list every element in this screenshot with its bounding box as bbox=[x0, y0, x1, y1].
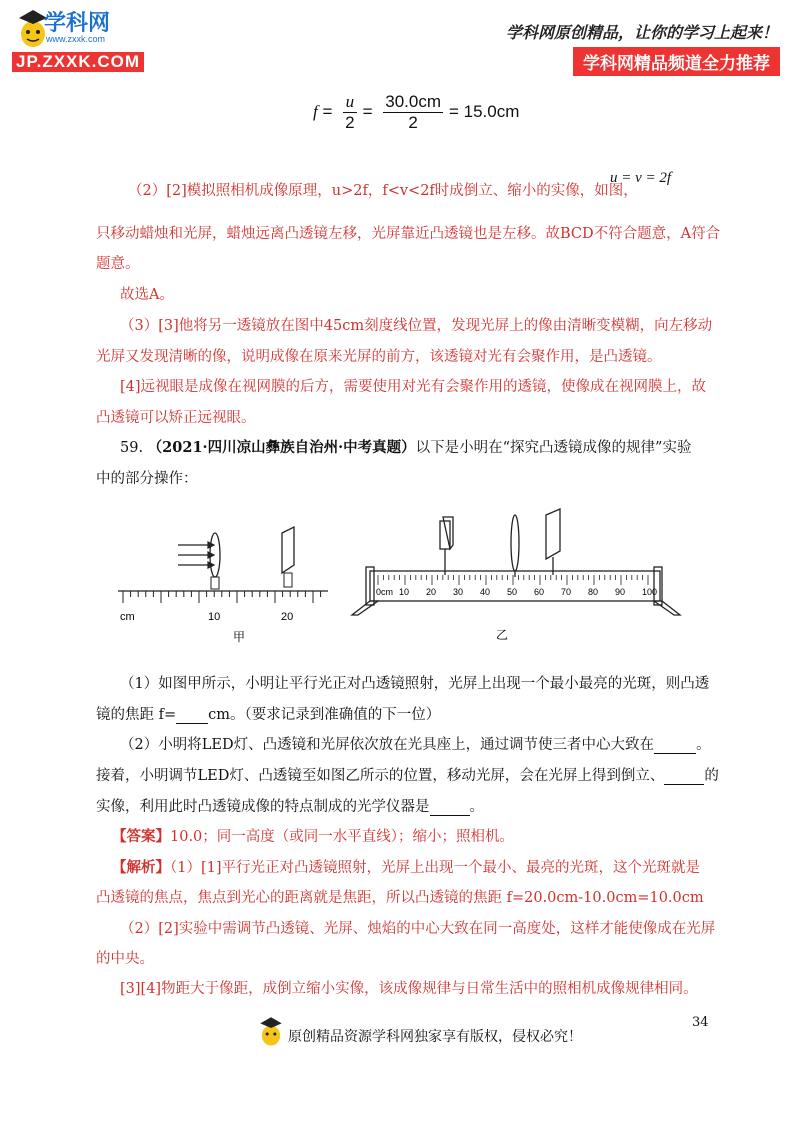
q1-text-a: 镜的焦距 f= bbox=[96, 707, 177, 723]
footer-copyright: 原创精品资源学科网独家享有版权，侵权必究！ bbox=[288, 1029, 582, 1045]
q2-line3 bbox=[96, 795, 484, 816]
figure-jia-label: 甲 bbox=[233, 630, 246, 644]
logo-url: JP.ZXXK.COM bbox=[12, 52, 144, 72]
led-lamp bbox=[440, 517, 453, 575]
prev-p2-formula: u = v = 2f bbox=[610, 170, 672, 186]
prev-p2-line1: （2）[2]模拟照相机成像原理，u>2f，f<v<2f时成倒立、缩小的实像，如图， bbox=[128, 183, 638, 199]
tick-label-10: 10 bbox=[208, 611, 221, 623]
analysis-line3: （2）[2]实验中需调节凸透镜、光屏、烛焰的中心大致在同一高度处，这样才能使像成在光屏 bbox=[120, 921, 716, 937]
page-number: 34 bbox=[692, 1015, 709, 1030]
q2-line1 bbox=[120, 733, 711, 754]
bench-tick-label: 60 bbox=[534, 587, 545, 597]
question-number: 59. bbox=[120, 440, 144, 456]
analysis-text-1: （1）[1]平行光正对凸透镜照射，光屏上出现一个最小、最亮的光斑，这个光斑就是 bbox=[170, 860, 701, 876]
q1-line1: （1）如图甲所示，小明让平行光正对凸透镜照射，光屏上出现一个最小最亮的光斑，则凸透 bbox=[120, 676, 710, 692]
bench-tick-label: 10 bbox=[399, 587, 410, 597]
tick-label-20: 20 bbox=[281, 611, 294, 623]
prev-p4-line1: [4]远视眼是成像在视网膜的后方，需要使用对光有会聚作用的透镜，使像成在视网膜上，故 bbox=[120, 379, 707, 395]
q2-text-c: 接着，小明调节LED灯、凸透镜至如图乙所示的位置，移动光屏，会在光屏上得到倒立、 bbox=[96, 768, 665, 784]
bench-tick-label: 100 bbox=[642, 587, 658, 597]
convex-lens-yi bbox=[511, 515, 519, 577]
prev-p4-line2: 凸透镜可以矫正远视眼。 bbox=[96, 410, 256, 426]
fraction-30-over-2 bbox=[383, 92, 443, 133]
analysis-line5: [3][4]物距大于像距，成倒立缩小实像，该成像规律与日常生活中的照相机成像规律相同。 bbox=[120, 981, 698, 997]
bench-tick-label: 20 bbox=[426, 587, 437, 597]
prev-p2-line3: 题意。 bbox=[96, 256, 140, 272]
prev-p3-line2: 光屏又发现清晰的像，说明成像在原来光屏的前方，该透镜对光有会聚作用，是凸透镜。 bbox=[96, 349, 662, 365]
question-stem-line1 bbox=[120, 436, 691, 457]
ruler-ticks bbox=[123, 591, 321, 603]
ruler-unit: cm bbox=[120, 611, 135, 623]
question-stem-text: 以下是小明在“探究凸透镜成像的规律”实验 bbox=[415, 440, 692, 456]
frac2-den: 2 bbox=[408, 113, 418, 132]
q1-line2 bbox=[96, 703, 440, 724]
prev-choice: 故选A。 bbox=[120, 287, 174, 303]
formula-lhs: f bbox=[313, 101, 318, 121]
light-arrows bbox=[178, 542, 214, 568]
formula-rhs: 15.0cm bbox=[463, 101, 520, 121]
q2-text-e: 实像，利用此时凸透镜成像的特点制成的光学仪器是 bbox=[96, 799, 430, 815]
light-screen bbox=[282, 527, 294, 573]
figure-jia bbox=[118, 525, 333, 645]
bench-tick-label: 40 bbox=[480, 587, 491, 597]
answer-label: 【答案】 bbox=[112, 828, 170, 845]
screen-holder bbox=[284, 573, 292, 587]
answer-line bbox=[112, 825, 514, 846]
q2-text-f: 。 bbox=[469, 799, 484, 815]
header-slogan: 学科网原创精品，让你的学习上起来！ bbox=[505, 23, 778, 42]
q2-text-b: 。 bbox=[696, 737, 711, 753]
logo-text: 学科网 bbox=[44, 10, 111, 35]
bench-tick-label: 70 bbox=[561, 587, 572, 597]
bench-tick-label: 80 bbox=[588, 587, 599, 597]
answer-blank-focal[interactable] bbox=[176, 707, 208, 724]
bench-tick-label: 50 bbox=[507, 587, 518, 597]
analysis-line1 bbox=[112, 856, 700, 877]
bench-tick-label: 90 bbox=[615, 587, 626, 597]
figure-yi-label: 乙 bbox=[496, 628, 509, 642]
bench-tick-label: 30 bbox=[453, 587, 464, 597]
lens-holder bbox=[211, 577, 219, 589]
answer-blank-size[interactable] bbox=[664, 768, 704, 785]
analysis-line2: 凸透镜的焦点，焦点到光心的距离就是焦距，所以凸透镜的焦距 f=20.0cm-10.0cm=10.0cm bbox=[96, 890, 704, 906]
question-stem-line2: 中的部分操作： bbox=[96, 471, 198, 487]
bench-tick-labels bbox=[376, 587, 657, 597]
prev-p3-line1: （3）[3]他将另一透镜放在图中45cm刻度线位置，发现光屏上的像由清晰变模糊，向左移动 bbox=[120, 318, 713, 334]
frac1-den: 2 bbox=[345, 113, 355, 132]
bench-tick-label: 0cm bbox=[376, 587, 394, 597]
frac1-num: u bbox=[343, 92, 356, 113]
answer-text: 10.0；同一高度（或同一水平直线）；缩小；照相机。 bbox=[170, 829, 515, 845]
analysis-line4: 的中央。 bbox=[96, 951, 154, 967]
q2-text-a: （2）小明将LED灯、凸透镜和光屏依次放在光具座上，通过调节使三者中心大致在 bbox=[120, 737, 655, 753]
q1-text-b: cm。（要求记录到准确值的下一位） bbox=[208, 707, 441, 723]
focal-length-formula: f = $\frac{u}{2}$ = $\frac{30.0cm}{2}$ = 15.0cm bbox=[313, 92, 520, 132]
q2-text-d: 的 bbox=[704, 768, 719, 784]
bench-ticks bbox=[378, 575, 648, 585]
header-banner: 学科网精品频道全力推荐 bbox=[573, 47, 780, 76]
figure-yi bbox=[348, 505, 688, 645]
q2-line2 bbox=[96, 764, 719, 785]
answer-blank-instrument[interactable] bbox=[430, 799, 470, 816]
light-screen-yi bbox=[546, 509, 560, 575]
logo-sub: www.zxxk.com bbox=[46, 34, 106, 44]
frac2-num: 30.0cm bbox=[385, 92, 441, 111]
answer-blank-height[interactable] bbox=[654, 737, 696, 754]
footer-mascot-icon bbox=[258, 1014, 284, 1048]
prev-p2-line2: 只移动蜡烛和光屏，蜡烛远离凸透镜左移，光屏靠近凸透镜也是左移。故BCD不符合题意，A符合 bbox=[96, 226, 721, 242]
fraction-u-over-2 bbox=[343, 92, 356, 133]
question-source: （2021·四川凉山彝族自治州·中考真题） bbox=[147, 439, 416, 456]
analysis-label: 【解析】 bbox=[112, 859, 170, 876]
